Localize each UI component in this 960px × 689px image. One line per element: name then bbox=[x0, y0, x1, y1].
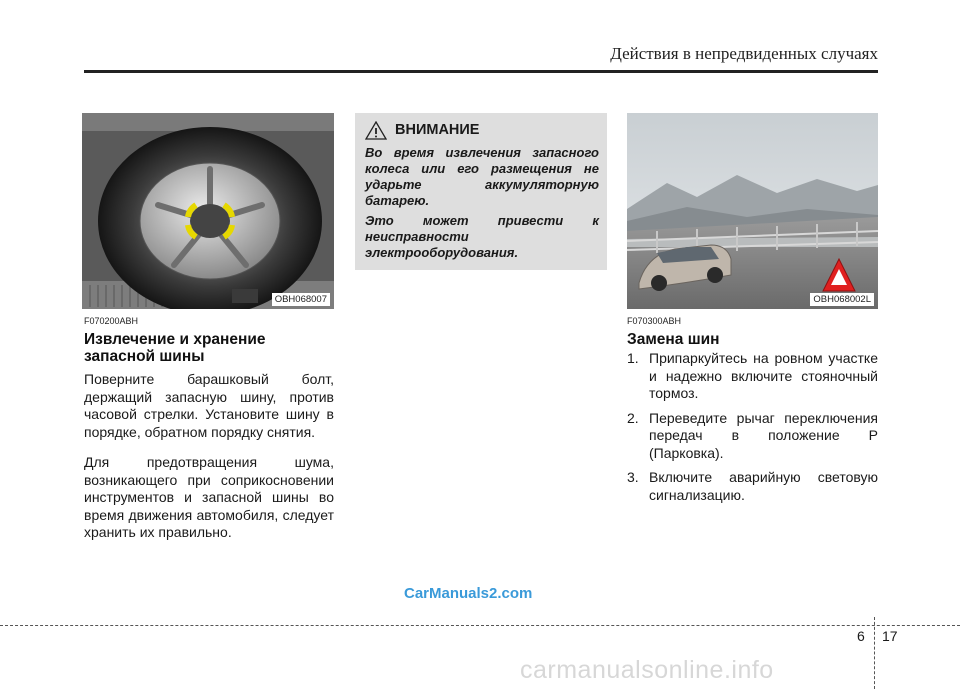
watermark-text: carmanualsonline.info bbox=[520, 656, 774, 684]
warning-triangle-icon bbox=[365, 121, 387, 140]
section-title: Замена шин bbox=[627, 331, 720, 348]
list-item bbox=[627, 469, 878, 504]
step-text: Припаркуйтесь на ровном участке и надежно включите стояночный тормоз. bbox=[649, 350, 878, 401]
section-title: Извлечение и хранение запасной шины bbox=[84, 331, 266, 365]
step-number: 3. bbox=[627, 469, 639, 485]
step-number: 2. bbox=[627, 409, 639, 426]
running-header: Действия в непредвиденных случаях bbox=[610, 44, 878, 63]
spare-tire-photo bbox=[82, 113, 334, 309]
watermark-link[interactable]: CarManuals2.com bbox=[404, 585, 533, 602]
steps-list bbox=[627, 350, 878, 511]
section-ref: F070300ABH bbox=[627, 316, 682, 326]
list-item bbox=[627, 410, 878, 463]
step-text: Переведите рычаг переключения передач в положение P (Парковка). bbox=[649, 409, 878, 461]
body-paragraph: Для предотвращения шума, возникающего при соприкосновении инструментов и запасной шины во время движения автомобиля, следует хранить их правильно. bbox=[84, 454, 334, 540]
section-ref: F070200ABH bbox=[84, 316, 139, 326]
step-text: Включите аварийную световую сигнализацию. bbox=[649, 469, 878, 503]
warning-text: Во время извлечения запасного колеса или его размещения не ударьте аккумуляторную батарею. bbox=[365, 145, 599, 208]
warning-box bbox=[355, 113, 607, 270]
photo-code: OBH068002L bbox=[810, 293, 874, 306]
warning-text: Это может привести к неисправности электрооборудования. bbox=[365, 213, 599, 260]
list-item bbox=[627, 350, 878, 403]
warning-heading: ВНИМАНИЕ bbox=[395, 122, 480, 138]
roadside-parked-car-photo bbox=[627, 113, 878, 309]
photo-code: OBH068007 bbox=[272, 293, 330, 306]
step-number: 1. bbox=[627, 350, 639, 366]
chapter-number: 6 bbox=[857, 628, 865, 644]
page-number: 17 bbox=[882, 628, 898, 644]
footer-rule bbox=[0, 625, 960, 626]
header-rule bbox=[84, 70, 878, 73]
body-paragraph: Поверните барашковый болт, держащий запасную шину, против часовой стрелки. Установите шину в порядке, обратном порядку снятия. bbox=[84, 371, 334, 440]
page-number-divider bbox=[874, 617, 875, 689]
